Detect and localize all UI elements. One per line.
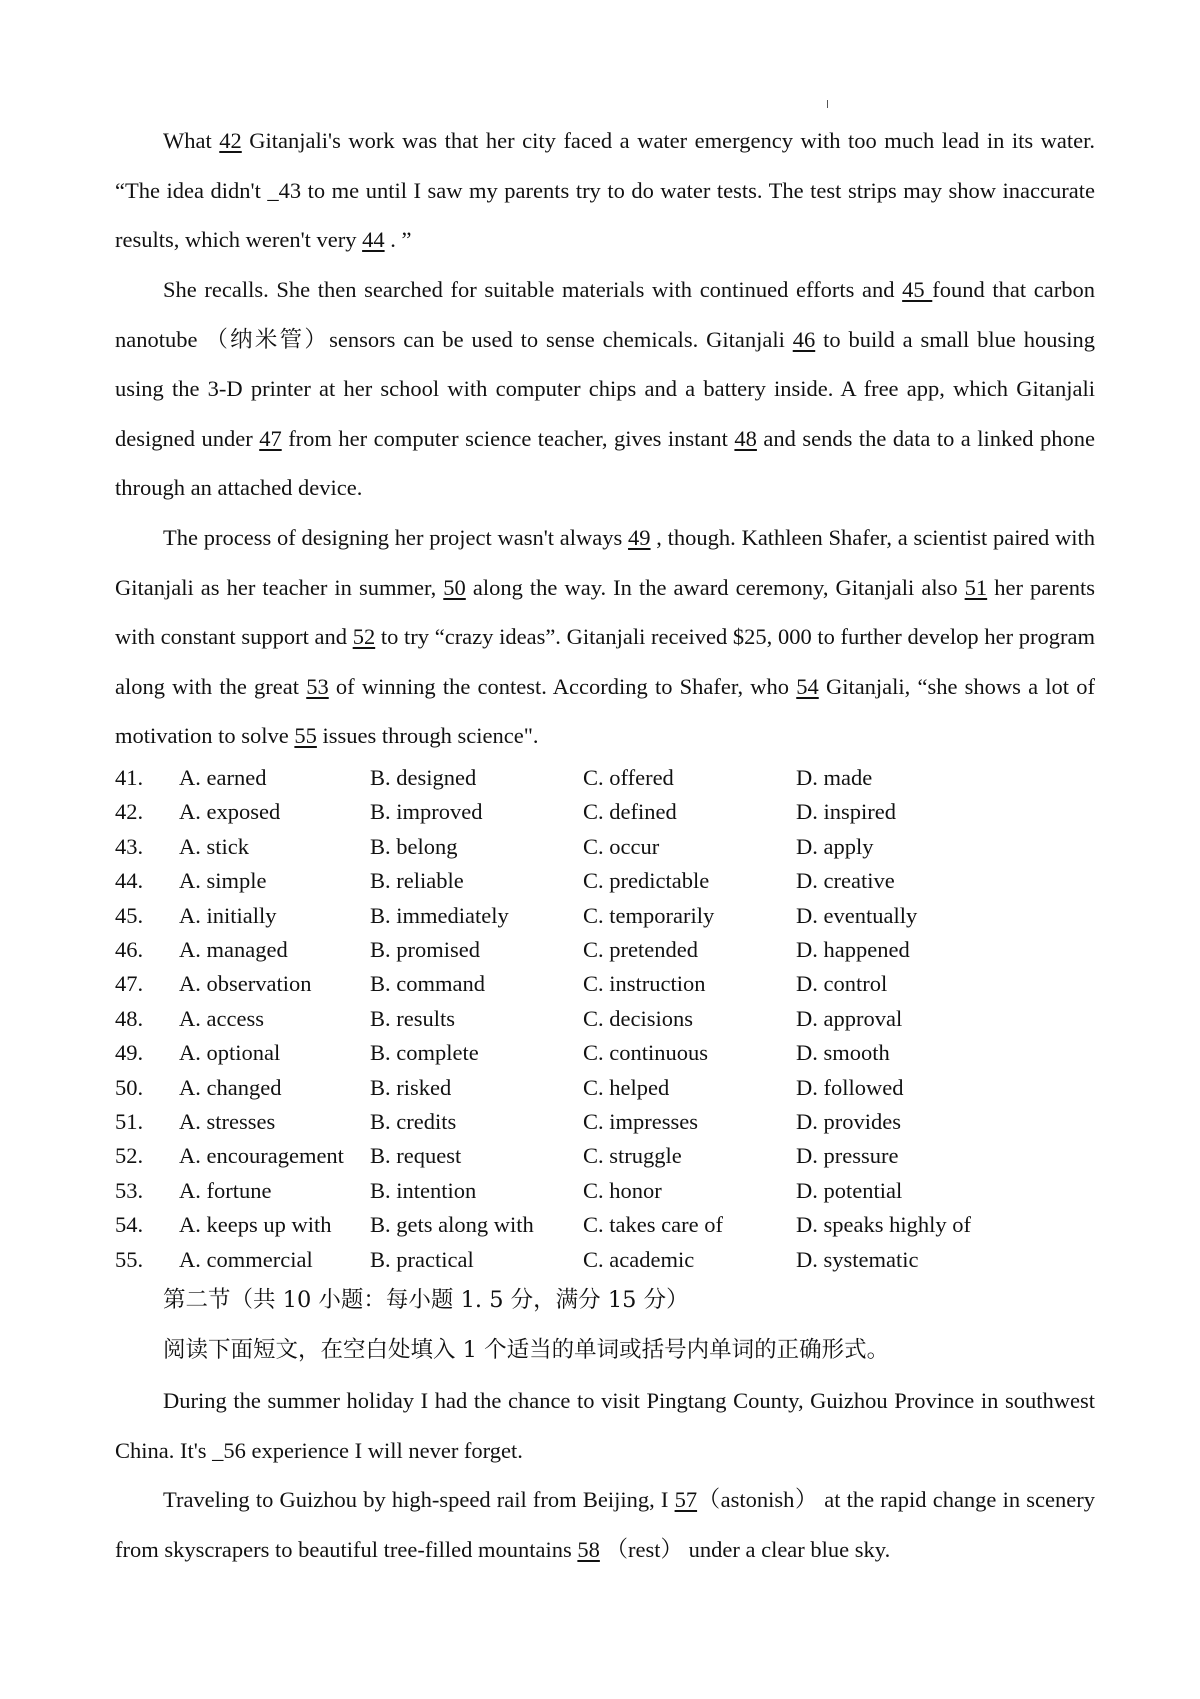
- blank-44: 44: [362, 227, 385, 253]
- blank-55: 55: [294, 723, 317, 749]
- page-mark: [827, 100, 828, 108]
- question-number: 53.: [115, 1177, 144, 1203]
- text: The process of designing her project wasn't always: [163, 525, 629, 550]
- blank-57: 57: [674, 1487, 698, 1512]
- text: , though. Kathleen Shafer, a scientist paired with Gitanjali as her teacher in summer,: [115, 525, 1095, 600]
- option-row: [115, 1071, 1056, 1105]
- text: to try “crazy ideas”. Gitanjali received $25, 000 to further develop her program along with the great: [115, 624, 1095, 699]
- option-a: A. stresses: [179, 1109, 276, 1135]
- option-d: D. made: [796, 765, 873, 790]
- blank-58: 58: [577, 1536, 600, 1562]
- option-c: C. takes care of: [583, 1212, 723, 1238]
- option-b: B. promised: [370, 937, 480, 963]
- option-d: D. eventually: [796, 902, 918, 928]
- text: （astonish） at the rapid change in scenery from skyscrapers to beautiful tree-filled mountains: [115, 1487, 1095, 1562]
- text: from her computer science teacher, gives instant: [281, 425, 735, 451]
- option-b: B. improved: [370, 799, 483, 825]
- option-a: A. simple: [179, 868, 267, 894]
- option-c: C. helped: [583, 1074, 670, 1100]
- section2-paragraph-1: During the summer holiday I had the chance to visit Pingtang County, Guizhou Province in southwest China. It's _56 experience I will never forget.: [115, 1388, 1095, 1463]
- option-row: [115, 1139, 1056, 1173]
- option-b: B. belong: [370, 833, 458, 859]
- option-b: B. credits: [370, 1109, 457, 1135]
- passage-paragraph-1: [115, 116, 1095, 265]
- option-c: C. temporarily: [583, 902, 715, 928]
- option-c: C. defined: [583, 799, 677, 825]
- option-row: [115, 899, 1056, 933]
- question-number: 43.: [115, 833, 144, 859]
- text: found that carbon nanotube （纳米管）sensors can be used to sense chemicals. Gitanjali: [115, 277, 1096, 352]
- question-number: 48.: [115, 1005, 144, 1031]
- passage-paragraph-2: [115, 265, 1095, 513]
- option-b: B. reliable: [370, 868, 464, 894]
- option-d: D. systematic: [796, 1246, 919, 1272]
- option-c: C. continuous: [583, 1040, 709, 1066]
- text: （rest） under a clear blue sky.: [599, 1536, 891, 1562]
- question-number: 41.: [115, 765, 144, 790]
- text: She recalls. She then searched for suitable materials with continued efforts and: [163, 277, 903, 302]
- option-row: [115, 795, 1056, 829]
- option-a: A. commercial: [179, 1246, 313, 1272]
- option-d: D. smooth: [796, 1040, 890, 1066]
- option-c: C. honor: [583, 1177, 662, 1203]
- question-number: 52.: [115, 1143, 144, 1169]
- option-a: A. changed: [179, 1074, 282, 1100]
- option-row: [115, 1243, 1056, 1277]
- option-d: D. pressure: [796, 1143, 899, 1169]
- section2-heading: 第二节（共 10 小题：每小题 1. 5 分，满分 15 分）: [163, 1287, 689, 1313]
- option-d: D. speaks highly of: [796, 1212, 971, 1238]
- text: Gitanjali's work was that her city faced a water emergency with too much lead in its water. “The idea didn't _43 to me until I saw my parents try to do water tests. The test strips may show inaccurate results, which weren't very: [115, 128, 1095, 253]
- option-c: C. struggle: [583, 1143, 682, 1169]
- option-b: B. designed: [370, 765, 477, 790]
- text: to build a small blue housing using the 3-D printer at her school with computer chips and a battery inside. A free app, which Gitanjali designed under: [115, 326, 1095, 451]
- option-a: A. initially: [179, 902, 277, 928]
- option-b: B. intention: [370, 1177, 477, 1203]
- option-a: A. managed: [179, 937, 288, 963]
- option-a: A. encouragement: [179, 1143, 344, 1169]
- option-row: [115, 1174, 1056, 1208]
- text: of winning the contest. According to Shafer, who: [328, 673, 797, 699]
- question-number: 44.: [115, 868, 144, 894]
- question-number: 45.: [115, 902, 144, 928]
- text: . ”: [384, 227, 412, 253]
- option-d: D. happened: [796, 937, 910, 963]
- blank-46: 46: [792, 326, 816, 352]
- question-number: 55.: [115, 1246, 144, 1272]
- question-number: 42.: [115, 799, 144, 825]
- option-row: [115, 1002, 1056, 1036]
- option-row: [115, 967, 1056, 1001]
- option-d: D. provides: [796, 1109, 901, 1135]
- option-d: D. followed: [796, 1074, 904, 1100]
- option-row: [115, 933, 1056, 967]
- option-b: B. request: [370, 1143, 462, 1169]
- text: Gitanjali, “she shows a lot of motivation to solve: [115, 673, 1095, 749]
- blank-47: 47: [259, 425, 282, 451]
- option-b: B. risked: [370, 1074, 452, 1100]
- blank-45: 45: [902, 277, 933, 302]
- option-d: D. apply: [796, 833, 874, 859]
- option-d: D. inspired: [796, 799, 896, 825]
- option-c: C. instruction: [583, 971, 706, 997]
- option-a: A. keeps up with: [179, 1212, 332, 1238]
- section2-paragraph-2: [115, 1475, 1095, 1574]
- option-a: A. fortune: [179, 1177, 272, 1203]
- option-c: C. predictable: [583, 868, 710, 894]
- option-row: [115, 761, 1056, 795]
- option-b: B. gets along with: [370, 1212, 534, 1238]
- option-b: B. immediately: [370, 902, 509, 928]
- question-number: 50.: [115, 1074, 144, 1100]
- option-d: D. potential: [796, 1177, 903, 1203]
- option-a: A. earned: [179, 765, 267, 790]
- option-a: A. observation: [179, 971, 312, 997]
- blank-51: 51: [964, 574, 988, 600]
- option-c: C. occur: [583, 833, 660, 859]
- text: and sends the data to a linked phone through an attached device.: [115, 425, 1095, 501]
- option-b: B. complete: [370, 1040, 479, 1066]
- options-table: [115, 761, 1056, 1277]
- blank-54: 54: [796, 673, 819, 699]
- blank-42: 42: [219, 128, 242, 153]
- option-row: [115, 1208, 1056, 1242]
- text: along the way. In the award ceremony, Gitanjali also: [465, 574, 965, 600]
- option-a: A. stick: [179, 833, 249, 859]
- text: Traveling to Guizhou by high-speed rail from Beijing, I: [163, 1487, 675, 1512]
- option-row: [115, 1105, 1056, 1139]
- section2-instruction: 阅读下面短文，在空白处填入 1 个适当的单词或括号内单词的正确形式。: [163, 1337, 890, 1363]
- text: her parents with constant support and: [115, 574, 1095, 650]
- option-c: C. pretended: [583, 937, 698, 963]
- blank-49: 49: [628, 525, 651, 550]
- question-number: 54.: [115, 1212, 144, 1238]
- option-c: C. decisions: [583, 1005, 693, 1031]
- option-d: D. creative: [796, 868, 895, 894]
- blank-52: 52: [352, 624, 376, 650]
- option-a: A. exposed: [179, 799, 281, 825]
- question-number: 47.: [115, 971, 144, 997]
- text: What: [163, 128, 220, 153]
- question-number: 46.: [115, 937, 144, 963]
- option-c: C. impresses: [583, 1109, 698, 1135]
- option-d: D. approval: [796, 1005, 903, 1031]
- option-row: [115, 1036, 1056, 1070]
- option-b: B. results: [370, 1005, 456, 1031]
- blank-50: 50: [443, 574, 466, 600]
- option-row: [115, 830, 1056, 864]
- option-a: A. access: [179, 1005, 264, 1031]
- option-row: [115, 864, 1056, 898]
- text: issues through science".: [316, 723, 539, 749]
- blank-53: 53: [306, 673, 329, 699]
- option-c: C. academic: [583, 1246, 695, 1272]
- option-a: A. optional: [179, 1040, 281, 1066]
- option-d: D. control: [796, 971, 888, 997]
- question-number: 49.: [115, 1040, 144, 1066]
- option-c: C. offered: [583, 765, 674, 790]
- blank-48: 48: [734, 425, 757, 451]
- question-number: 51.: [115, 1109, 144, 1135]
- option-b: B. command: [370, 971, 485, 997]
- option-b: B. practical: [370, 1246, 474, 1272]
- passage-paragraph-3: [115, 513, 1095, 761]
